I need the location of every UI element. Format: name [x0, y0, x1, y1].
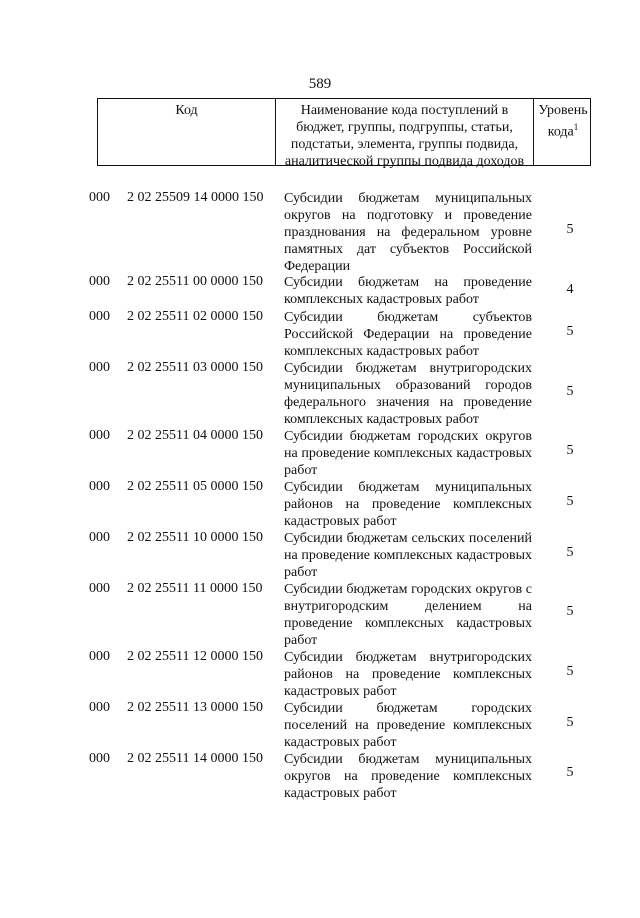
admin-code: 000 [89, 190, 110, 205]
level-value: 5 [566, 443, 574, 458]
admin-code: 000 [89, 751, 110, 766]
level-value: 5 [566, 715, 574, 730]
revenue-name: Субсидии бюджетам внутригородских муниципальных образований городов федерального значения на проведение комплексных кадастровых работ [284, 361, 532, 427]
revenue-name: Субсидии бюджетам на проведение комплексных кадастровых работ [284, 275, 532, 307]
header-level-footnote: 1 [573, 122, 579, 132]
level-value: 5 [566, 222, 574, 237]
header-level-label: Уровень кода [538, 103, 588, 140]
admin-code: 000 [89, 274, 110, 289]
revenue-code: 2 02 25511 14 0000 150 [127, 751, 263, 766]
revenue-code: 2 02 25511 05 0000 150 [127, 479, 263, 494]
revenue-code: 2 02 25511 13 0000 150 [127, 700, 263, 715]
revenue-name: Субсидии бюджетам муниципальных округов на проведение комплексных кадастровых работ [284, 752, 532, 801]
page-number: 589 [308, 76, 332, 92]
level-value: 5 [566, 324, 574, 339]
revenue-code: 2 02 25511 11 0000 150 [127, 581, 263, 596]
revenue-name: Субсидии бюджетам городских поселений на проведение комплексных кадастровых работ [284, 701, 532, 750]
level-value: 5 [566, 545, 574, 560]
header-name: Наименование кода поступлений в бюджет, группы, подгруппы, статьи, подстатьи, элемента, группы подвида, аналитической группы подвида доходов [276, 99, 534, 165]
header-level [534, 99, 592, 165]
admin-code: 000 [89, 309, 110, 324]
revenue-name: Субсидии бюджетам сельских поселений на проведение комплексных кадастровых работ [284, 531, 532, 580]
level-value: 5 [566, 765, 574, 780]
revenue-name: Субсидии бюджетам внутригородских районов на проведение комплексных кадастровых работ [284, 650, 532, 699]
admin-code: 000 [89, 428, 110, 443]
revenue-code: 2 02 25511 12 0000 150 [127, 649, 263, 664]
level-value: 5 [566, 384, 574, 399]
revenue-name: Субсидии бюджетам субъектов Российской Федерации на проведение комплексных кадастровых работ [284, 310, 532, 359]
admin-code: 000 [89, 700, 110, 715]
revenue-code: 2 02 25511 00 0000 150 [127, 274, 263, 289]
revenue-name: Субсидии бюджетам городских округов с внутригородским делением на проведение комплексных кадастровых работ [284, 582, 532, 648]
level-value: 5 [566, 664, 574, 679]
admin-code: 000 [89, 649, 110, 664]
revenue-code: 2 02 25511 03 0000 150 [127, 360, 263, 375]
revenue-name: Субсидии бюджетам городских округов на проведение комплексных кадастровых работ [284, 429, 532, 478]
admin-code: 000 [89, 530, 110, 545]
revenue-name: Субсидии бюджетам муниципальных районов на проведение комплексных кадастровых работ [284, 480, 532, 529]
header-code: Код [98, 99, 276, 165]
revenue-code: 2 02 25511 04 0000 150 [127, 428, 263, 443]
level-value: 5 [566, 604, 574, 619]
revenue-code: 2 02 25511 10 0000 150 [127, 530, 263, 545]
admin-code: 000 [89, 479, 110, 494]
level-value: 4 [566, 282, 574, 297]
level-value: 5 [566, 494, 574, 509]
revenue-name: Субсидии бюджетам муниципальных округов на подготовку и проведение празднования на федеральном уровне памятных дат субъектов Российской Федерации [284, 191, 532, 274]
admin-code: 000 [89, 360, 110, 375]
table-header [97, 98, 591, 169]
revenue-code: 2 02 25511 02 0000 150 [127, 309, 263, 324]
admin-code: 000 [89, 581, 110, 596]
revenue-code: 2 02 25509 14 0000 150 [127, 190, 264, 205]
